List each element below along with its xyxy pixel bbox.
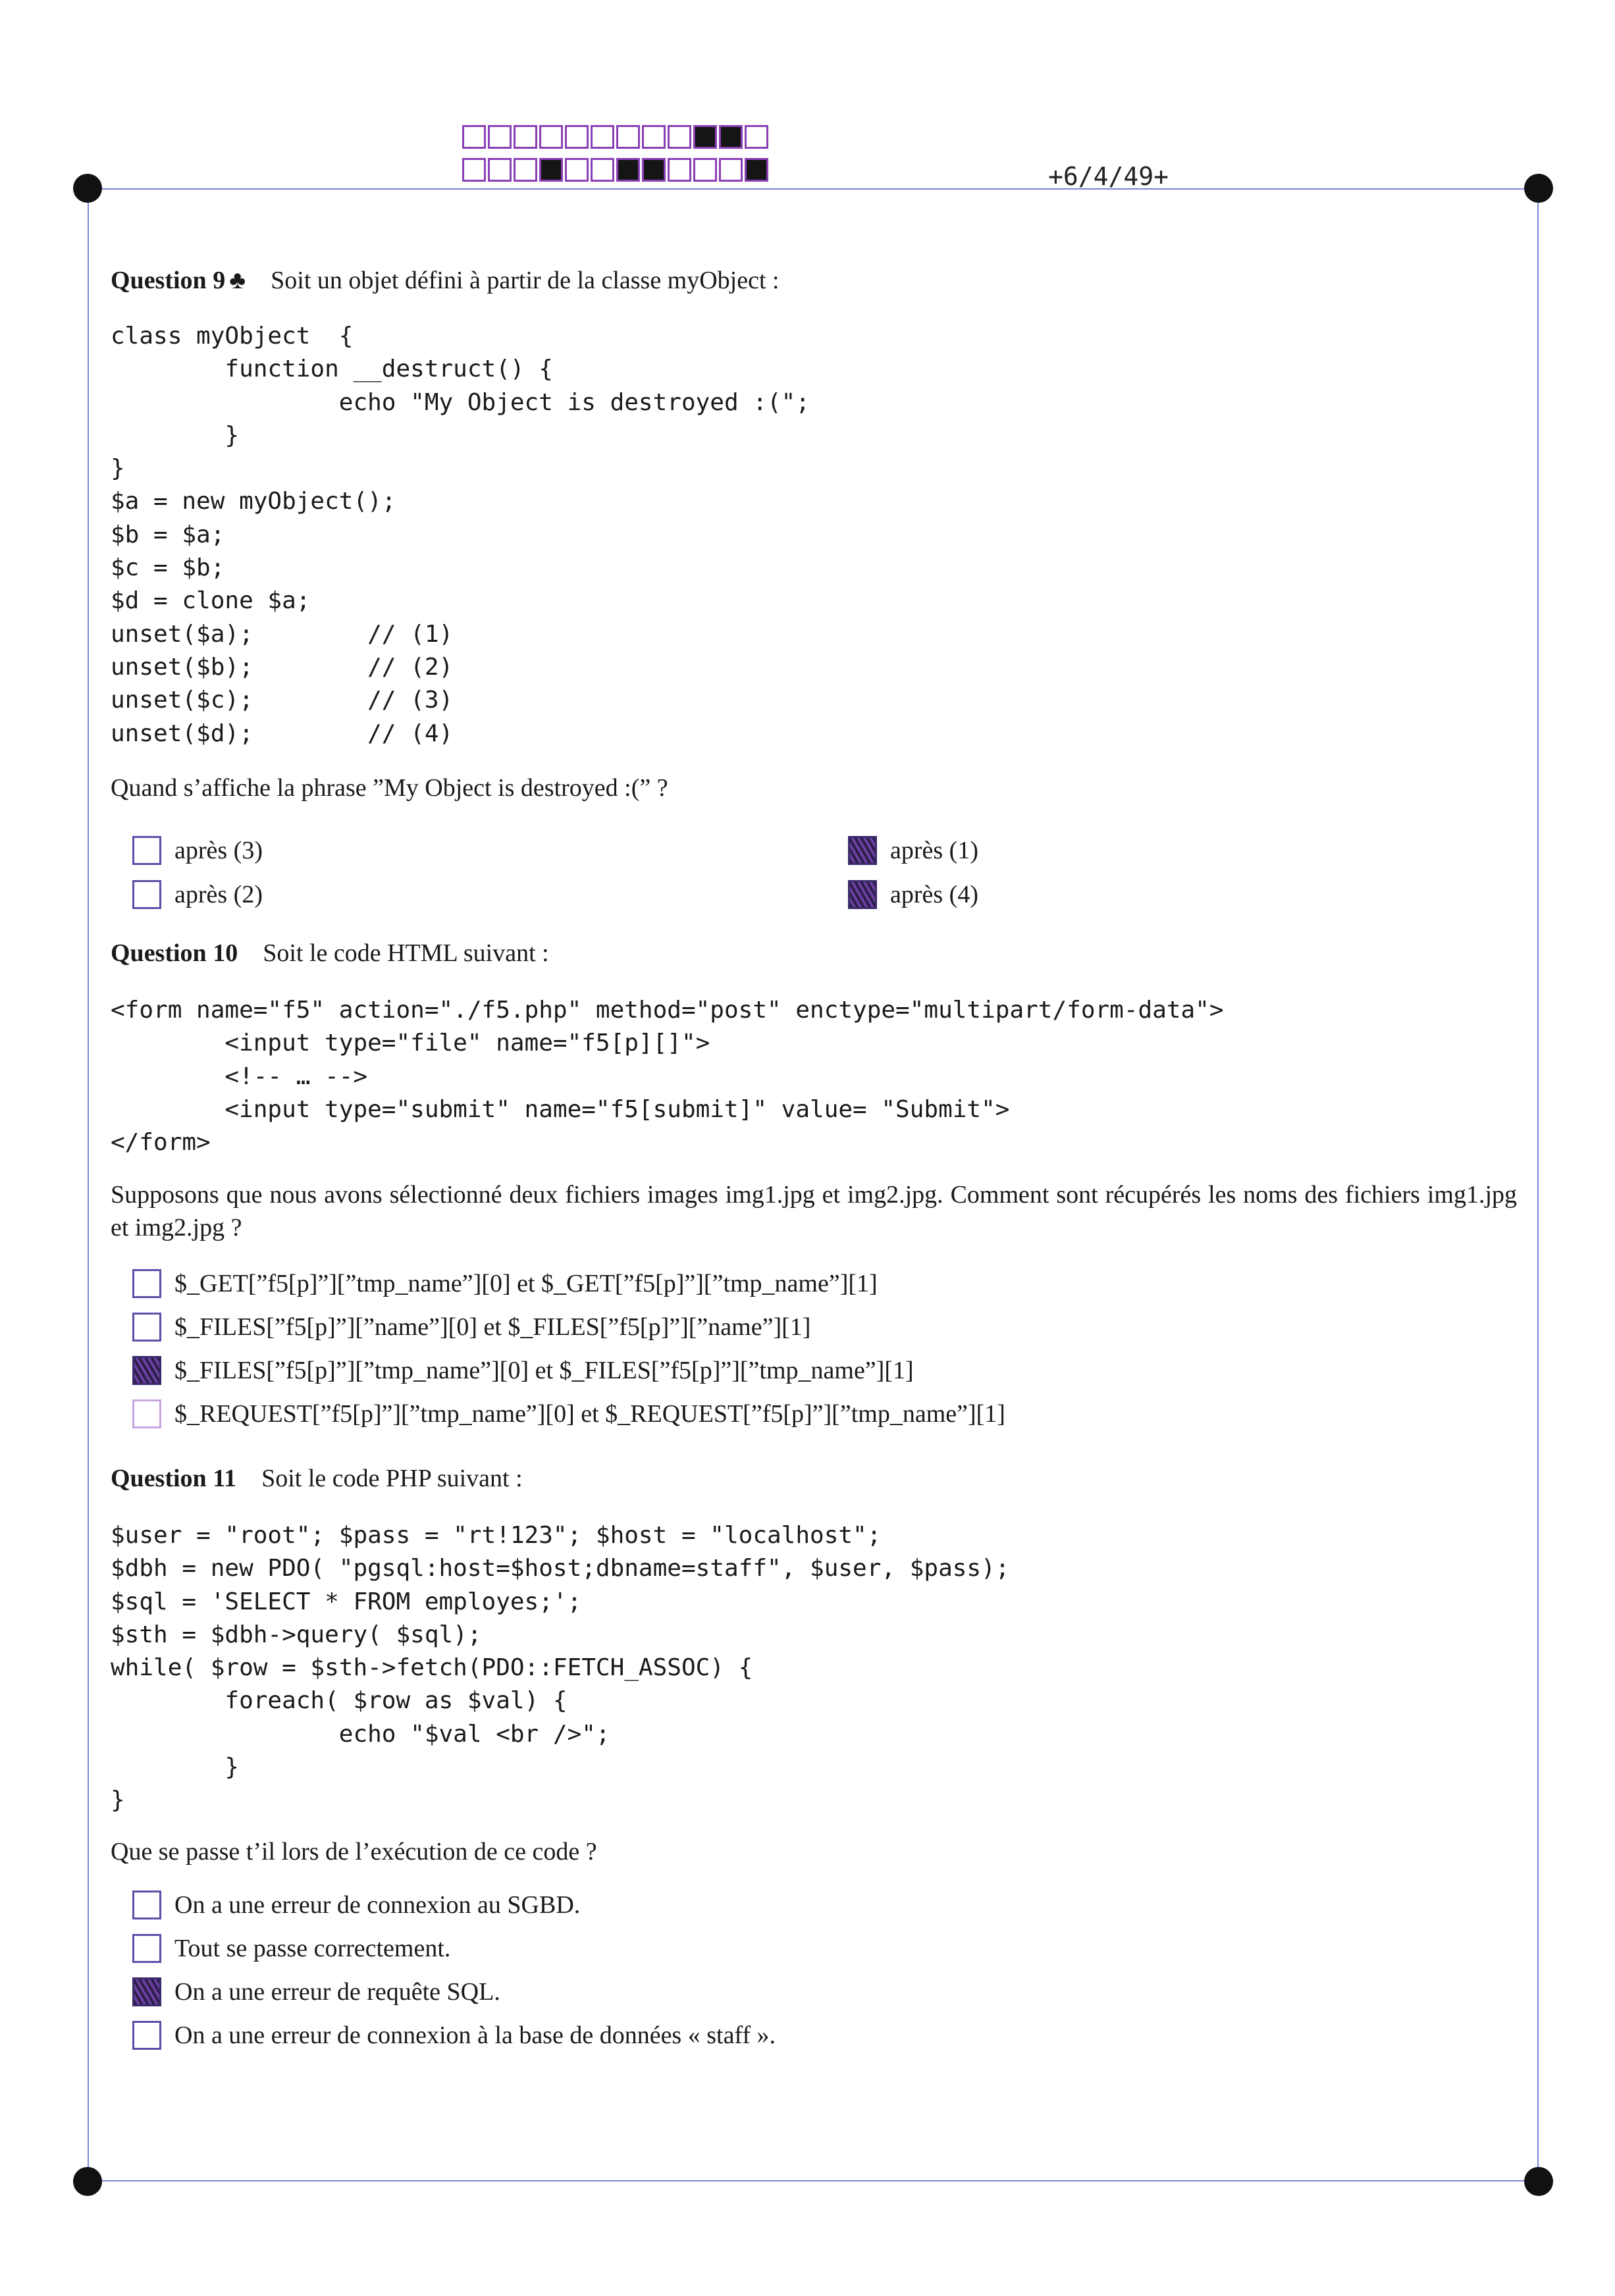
id-grid-cell bbox=[719, 125, 743, 149]
id-grid-cell bbox=[462, 158, 486, 182]
question-label: Question 10 bbox=[111, 939, 238, 967]
id-grid-cell bbox=[745, 125, 768, 149]
question-11-code: $user = "root"; $pass = "rt!123"; $host = "localhost"; $dbh = new PDO( "pgsql:host=$host;dbname=staff", $user, $pass); $sql = 'SELECT * FROM employes;'; $sth = $dbh->query( $sql); while( $row = $sth->fetch(PDO::FETCH_ASSOC) { foreach( $row as $val) { echo "$val <br />"; } } bbox=[111, 1522, 1010, 1814]
answer-option[interactable] bbox=[132, 1891, 580, 1919]
id-grid-cell bbox=[616, 158, 640, 182]
question-label: Question 11 bbox=[111, 1465, 237, 1492]
id-grid-cell bbox=[514, 158, 537, 182]
answer-label: $_GET[”f5[p]”][”tmp_name”][0] et $_GET[”f5[p]”][”tmp_name”][1] bbox=[174, 1270, 878, 1297]
answer-option[interactable] bbox=[132, 1934, 450, 1963]
id-grid-cell bbox=[616, 125, 640, 149]
answer-option[interactable] bbox=[132, 1977, 500, 2006]
id-grid-cell bbox=[514, 125, 537, 149]
answer-label: après (3) bbox=[174, 837, 263, 864]
checkbox[interactable] bbox=[132, 880, 161, 909]
id-grid-cell bbox=[693, 158, 717, 182]
checkbox[interactable] bbox=[132, 1977, 161, 2006]
question-11-header bbox=[111, 1464, 523, 1493]
answer-label: On a une erreur de connexion au SGBD. bbox=[174, 1891, 581, 1919]
answer-label: $_FILES[”f5[p]”][”name”][0] et $_FILES[”f5[p]”][”name”][1] bbox=[174, 1313, 811, 1341]
id-grid-cell bbox=[591, 158, 614, 182]
question-10-header bbox=[111, 939, 549, 968]
question-9-prompt: Quand s’affiche la phrase ”My Object is destroyed :(” ? bbox=[111, 774, 668, 802]
id-grid-cell bbox=[539, 158, 563, 182]
id-grid-cell bbox=[565, 158, 589, 182]
id-grid-cell bbox=[462, 125, 486, 149]
id-grid-cell bbox=[488, 158, 512, 182]
question-10-prompt: Supposons que nous avons sélectionné deux fichiers images img1.jpg et img2.jpg. Comment sont récupérés les noms des fichiers img1.jpg et img2.jpg ? bbox=[111, 1181, 1517, 1241]
checkbox[interactable] bbox=[132, 1934, 161, 1963]
answer-option[interactable] bbox=[848, 836, 978, 865]
checkbox[interactable] bbox=[132, 1399, 161, 1428]
answer-option[interactable] bbox=[848, 880, 978, 909]
answer-label: On a une erreur de connexion à la base de données « staff ». bbox=[174, 2022, 776, 2049]
page-id: +6/4/49+ bbox=[1048, 162, 1169, 191]
id-grid-cell bbox=[565, 125, 589, 149]
answer-option[interactable] bbox=[132, 2021, 776, 2050]
answer-label: $_REQUEST[”f5[p]”][”tmp_name”][0] et $_REQUEST[”f5[p]”][”tmp_name”][1] bbox=[174, 1400, 1005, 1428]
answer-label: Tout se passe correctement. bbox=[174, 1935, 451, 1962]
id-grid-cell bbox=[668, 158, 691, 182]
checkbox[interactable] bbox=[132, 1356, 161, 1385]
answer-option[interactable] bbox=[132, 836, 263, 865]
checkbox[interactable] bbox=[848, 880, 877, 909]
answer-option[interactable] bbox=[132, 1399, 1005, 1428]
id-grid-cell bbox=[745, 158, 768, 182]
checkbox[interactable] bbox=[132, 1269, 161, 1298]
question-11-prompt: Que se passe t’il lors de l’exécution de ce code ? bbox=[111, 1838, 597, 1866]
checkbox[interactable] bbox=[132, 1313, 161, 1342]
answer-label: après (2) bbox=[174, 881, 263, 908]
question-label: Question 9 bbox=[111, 267, 226, 294]
id-grid-cell bbox=[488, 125, 512, 149]
id-grid-cell bbox=[591, 125, 614, 149]
answer-option[interactable] bbox=[132, 1313, 810, 1342]
question-text: Soit le code HTML suivant : bbox=[263, 939, 549, 967]
id-grid-cell bbox=[539, 125, 563, 149]
question-text: Soit le code PHP suivant : bbox=[261, 1465, 523, 1492]
id-grid-row-2 bbox=[462, 158, 770, 182]
checkbox[interactable] bbox=[132, 2021, 161, 2050]
answer-label: après (1) bbox=[890, 837, 978, 864]
question-10-code: <form name="f5" action="./f5.php" method="post" enctype="multipart/form-data"> <input type="file" name="f5[p][]"> <!-- … --> <input type="submit" name="f5[submit]" value= "Submit"> </form> bbox=[111, 997, 1224, 1157]
id-grid-cell bbox=[642, 125, 666, 149]
id-grid-cell bbox=[642, 158, 666, 182]
checkbox[interactable] bbox=[132, 836, 161, 865]
corner-mark-top-right bbox=[1524, 174, 1553, 203]
id-grid-cell bbox=[668, 125, 691, 149]
question-9-code: class myObject { function __destruct() { echo "My Object is destroyed :("; } } $a = new myObject(); $b = $a; $c = $b; $d = clone $a; unset($a); // (1) unset($b); // (2) unset($c); // (3) unset($d); // (4) bbox=[111, 323, 810, 747]
answer-label: $_FILES[”f5[p]”][”tmp_name”][0] et $_FILES[”f5[p]”][”tmp_name”][1] bbox=[174, 1357, 914, 1384]
id-grid-row-1 bbox=[462, 125, 770, 149]
checkbox[interactable] bbox=[132, 1891, 161, 1919]
id-grid-cell bbox=[693, 125, 717, 149]
corner-mark-bottom-right bbox=[1524, 2167, 1553, 2196]
answer-label: On a une erreur de requête SQL. bbox=[174, 1978, 500, 2006]
id-grid-cell bbox=[719, 158, 743, 182]
question-9-header bbox=[111, 266, 780, 295]
answer-label: après (4) bbox=[890, 881, 978, 908]
answer-option[interactable] bbox=[132, 1269, 878, 1298]
question-text: Soit un objet défini à partir de la classe myObject : bbox=[271, 267, 780, 294]
corner-mark-top-left bbox=[73, 174, 102, 203]
corner-mark-bottom-left bbox=[73, 2167, 102, 2196]
answer-option[interactable] bbox=[132, 880, 263, 909]
checkbox[interactable] bbox=[848, 836, 877, 865]
clubs-icon: ♣ bbox=[229, 267, 246, 294]
answer-option[interactable] bbox=[132, 1356, 914, 1385]
